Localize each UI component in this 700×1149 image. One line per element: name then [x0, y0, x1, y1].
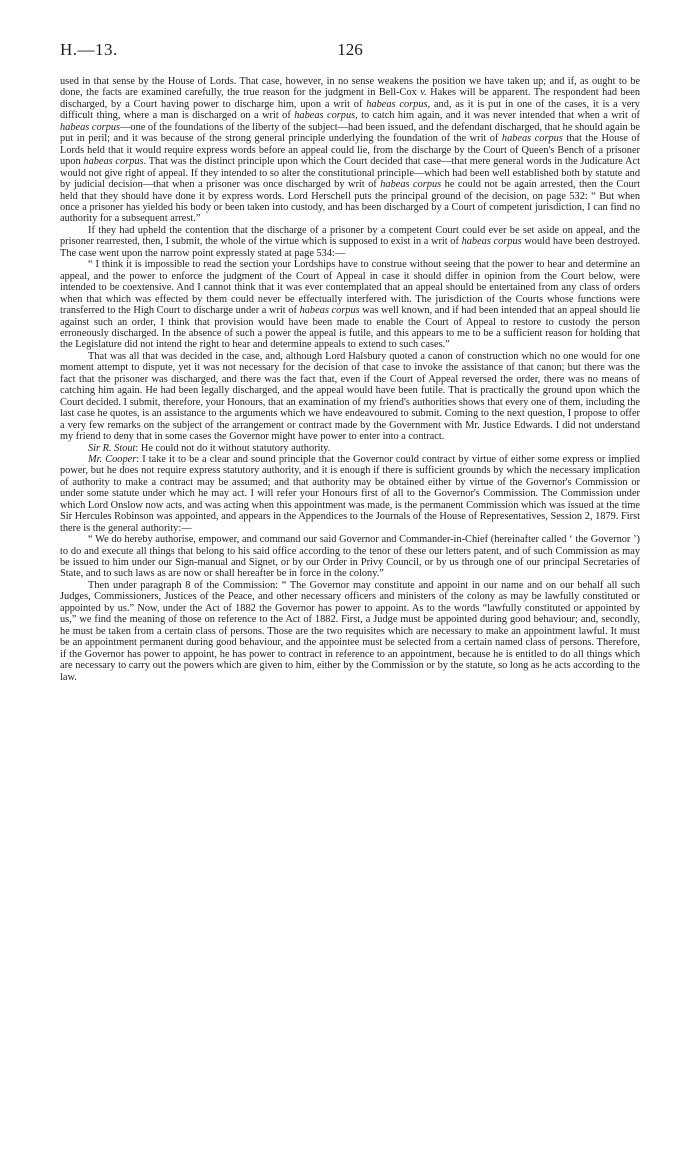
page-number: 126	[337, 40, 363, 59]
paragraph	[60, 580, 640, 683]
text-run: Then under paragraph 8 of the Commission: “ The Governor may constitute and appoint in our name and on our behalf all such Judges, Commissioners, Justices of the Peace, and other necessary officers and ministers of the colony as may be lawfully constituted or appointed by us.” Now, under the Act of 1882 the Governor has power to appoint. As to the words “lawfully constituted or appointed by us,” we find the meaning of those on reference to the Act of 1882. First, a Judge must be appointed during good behaviour; and, secondly, he must be taken from a certain class of persons. Those are the two requisites which are necessary to make an appointment lawful. It must be an appointment permanent during good behaviour, and the appointee must be selected from a certain named class of persons. Therefore, if the Governor has power to appoint, he has power to contract in reference to an appointment, because he is entitled to do all things which are necessary to carry out the powers which are given to him, either by the Commission or by the statute, so long as he acts according to the law.	[60, 579, 640, 683]
italic-text: habeas corpus	[83, 156, 144, 168]
italic-text: v.	[420, 87, 427, 99]
text-run: Hakes will be apparent. The respondent had been discharged, by a Court having power to discharge him, upon a writ of	[60, 87, 641, 110]
italic-text: habeas corpus	[299, 305, 360, 317]
paragraph	[60, 76, 640, 225]
text-run: If they had upheld the contention that the discharge of a prisoner by a competent Court could ever be set aside on appeal, and the prisoner rearrested, then, I submit, the whole of the virtue which is supposed to exist in a writ of	[60, 224, 640, 248]
paragraph	[60, 454, 640, 534]
text-run: . That was the distinct principle upon which the Court decided that case—that mere general words in the Judicature Act would not give right of appeal. If they intended to so alter the constitutional principle—which had been well established both by statute and by judicial decision—that when a prisoner was once discharged by writ of	[60, 156, 640, 191]
text-run: “ We do hereby authorise, empower, and command our said Governor and Commander-in-Chief (hereinafter called ‘ the Governor ’) to do and execute all things that belong to his said office according to the tenor of these our letters patent, and of such Commission as may be issued to him under our Sign-manual and Signet, or by our Order in Privy Council, or by us through one of our principal Secretaries of State, and to such laws as are now or shall hereafter be in force in the colony.”	[60, 534, 640, 580]
italic-text: habeas corpus	[461, 236, 522, 248]
text-run: would have been destroyed. The case went upon the narrow point expressly stated at page 534:—	[60, 236, 640, 259]
italic-text: Sir R. Stout	[88, 442, 136, 454]
text-run: “ I think it is impossible to read the section your Lordships have to construe without seeing that the power to hear and determine an appeal, and the power to enforce the judgment of the Court of Appeal in case it should differ in opinion from the Court below, were intended to be coextensive. And I cannot think that it was ever contemplated that an appeal should be entertained from any class of orders when that which was effected by them could never be effectually interfered with. The jurisdiction of the Courts whose functions were transferred to the High Court to discharge under a writ of	[60, 259, 640, 317]
text-run: —one of the foundations of the liberty of the subject—had been issued, and the defendant discharged, that he should again be put in peril; and it was because of the strong general principle underlying the foundation of the writ of	[60, 121, 640, 145]
text-run: , to catch him again, and it was never intended that when a writ of	[355, 110, 640, 122]
italic-text: habeas corpus	[366, 98, 428, 110]
text-run: That was all that was decided in the case, and, although Lord Halsbury quoted a canon of construction which no one would for one moment attempt to dispute, yet it was not necessary for the decision of that case to invoke the assistance of that canon; but there was the fact that the prisoner was discharged, and there was the fact that, even if the Court of Appeal reversed the order, there was no means of catching him again. He had been legally discharged, and the appeal would have been futile. That is practically the ground upon which the Court decided. I submit, therefore, your Honours, that an examination of my friend's authorities shows that every one of them, including the last case he quotes, is an assistance to the arguments which we have endeavoured to submit. Coming to the next question, I propose to offer a very few remarks on the subject of the arrangement or contract made by the Government with Mr. Justice Edwards. I did not understand my friend to deny that in some cases the Governor might have power to enter into a contract.	[60, 350, 640, 443]
text-run: : He could not do it without statutory authority.	[135, 442, 331, 454]
italic-text: habeas corpus	[294, 110, 356, 122]
text-run: that the House of Lords held that it would require express words before an appeal could lie, from the discharge by the Court of Queen's Bench of a prisoner upon	[60, 133, 640, 168]
paragraph	[60, 351, 640, 443]
text-run: used in that sense by the House of Lords. That case, however, in no sense weakens the position we have taken up; and if, as ought to be done, the facts are examined carefully, the true reason for the judgment in Bell-Cox	[60, 76, 640, 99]
paragraph	[60, 225, 640, 259]
italic-text: Mr. Cooper	[88, 453, 137, 465]
text-run: was well known, and if had been intended that an appeal should lie against such an order, I think that provision would have been made to enable the Court of Appeal to restore to custody the person erroneously discharged. In the absence of such a power the appeal is futile, and this appears to me to be a sufficient reason for holding that the Legislature did not intend the right to hear and determine appeals to extend to such cases.”	[60, 305, 640, 351]
text-run: he could not be again arrested, then the Court held that they should have done it by express words. Lord Herschell puts the principal ground of the decision, on page 532: “ But when once a prisoner has yielded his body or been taken into custody, and has been discharged by a Court of competent jurisdiction, I can find no authority for a subsequent arrest.”	[60, 179, 640, 225]
italic-text: habeas corpus	[380, 179, 442, 191]
paragraph	[60, 443, 640, 454]
page-header	[60, 40, 640, 62]
document-reference: H.—13.	[60, 40, 118, 59]
text-run: : I take it to be a clear and sound principle that the Governor could contract by virtue of either some express or implied power, but he does not require express statutory authority, and it is enough if there is sufficient grounds by which the necessary implication of authority to make a contract may be assumed; and that authority may be obtained either by virtue of the Governor's Commission or under some statute under which he may act. I will refer your Honours first of all to the Governor's Commission. The Commission under which Lord Onslow now acts, and was acting when this appointment was made, is the permanent Commission which was issued at the time Sir Hercules Robinson was appointed, and appears in the Appendices to the Journals of the House of Representatives, Session 2, 1879. First there is the general authority:—	[60, 453, 640, 534]
italic-text: habeas corpus	[501, 133, 563, 145]
document-body	[60, 76, 640, 683]
italic-text: habeas corpus	[60, 121, 121, 133]
quoted-paragraph	[60, 534, 640, 580]
quoted-paragraph	[60, 259, 640, 351]
text-run: , and, as it is put in one of the cases, it is a very difficult thing, where a man is discharged on a writ of	[60, 98, 640, 122]
